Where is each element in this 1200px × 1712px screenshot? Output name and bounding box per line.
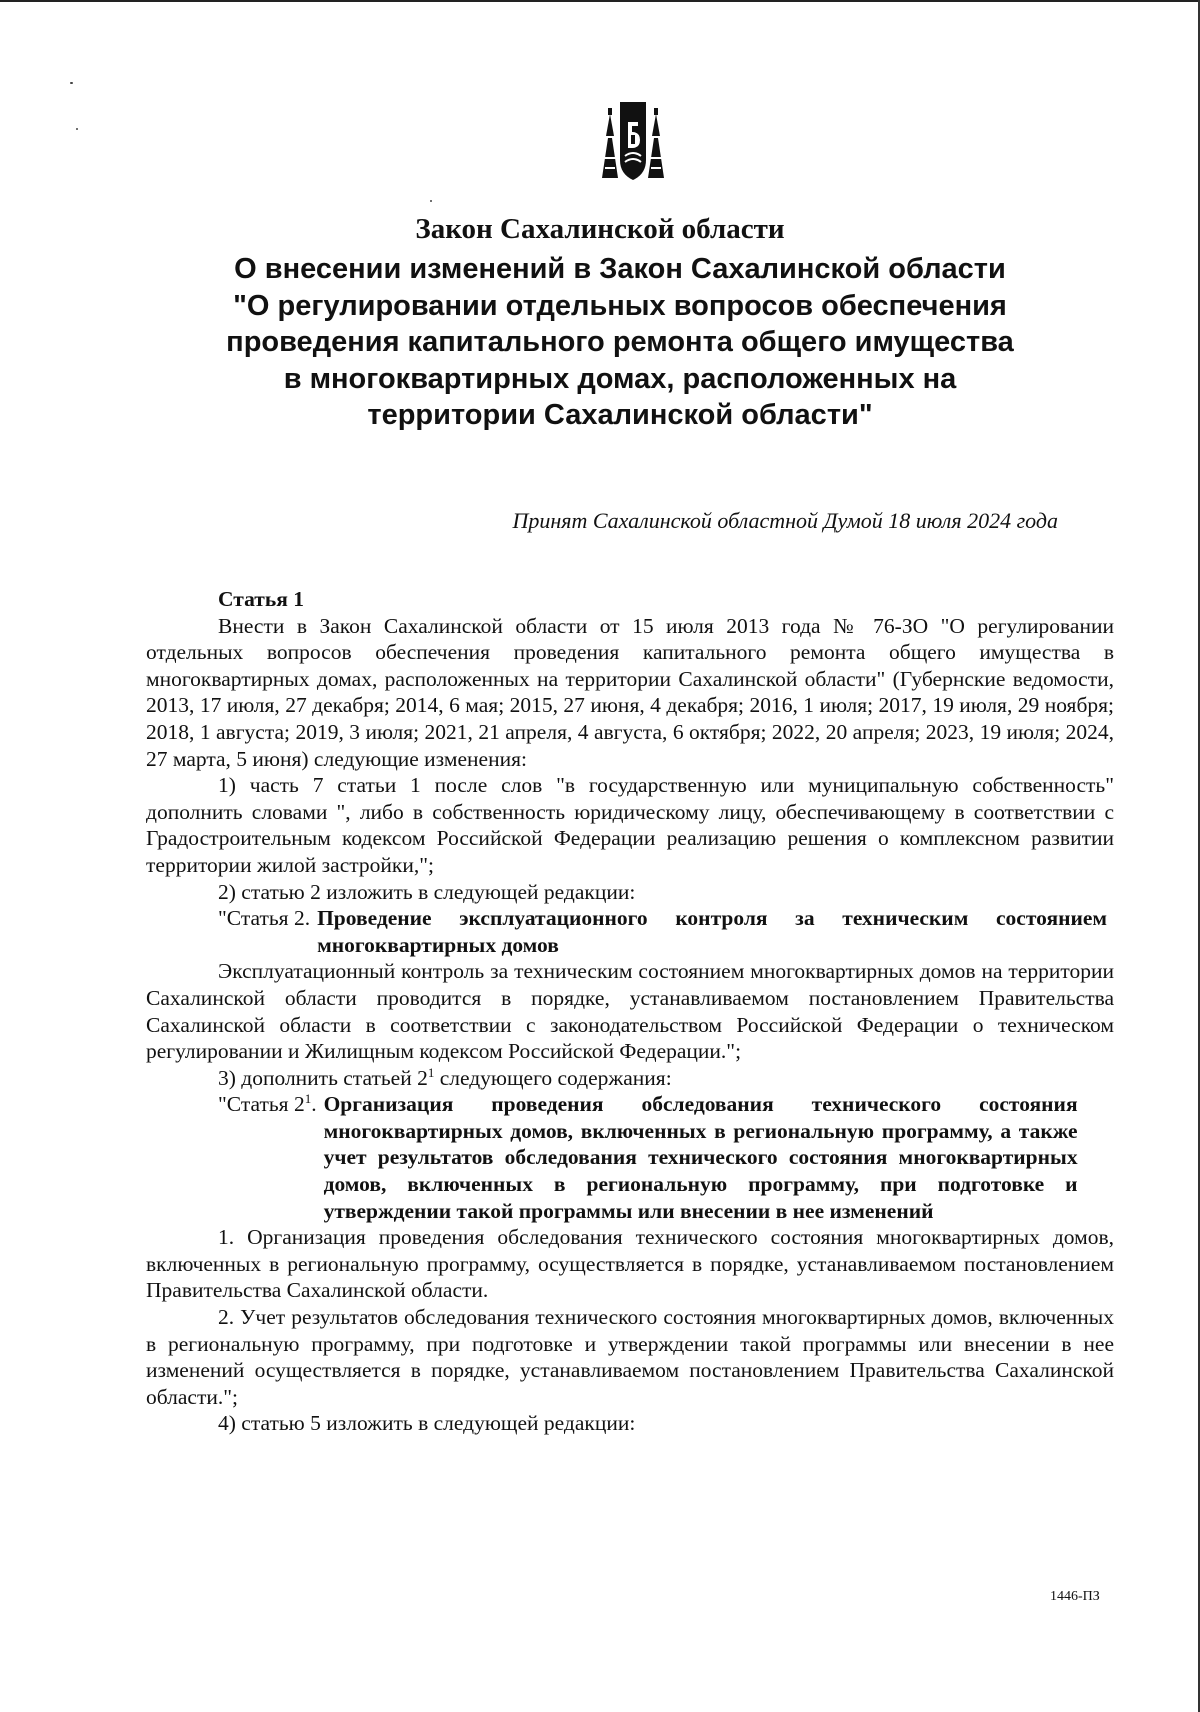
article-2-1-heading xyxy=(146,1091,1114,1224)
coat-of-arms-icon xyxy=(598,100,668,182)
article-label: "Статья 2. xyxy=(218,906,311,931)
item-text: 3) дополнить статьей 2 xyxy=(218,1065,428,1090)
law-body xyxy=(146,586,1114,1437)
list-item: 2) статью 2 изложить в следующей редакции: xyxy=(218,879,636,904)
adoption-note: Принят Сахалинской областной Думой 18 июля 2024 года xyxy=(512,508,1058,533)
law-main-title: О внесении изменений в Закон Сахалинской области "О регулировании отдельных вопросов обеспечения проведения капитального ремонта общего имущества в многоквартирных домах, расположенных на территории Сахалинской области" xyxy=(226,253,1014,431)
paragraph: Эксплуатационный контроль за техническим состоянием многоквартирных домов на территории Сахалинской области проводится в порядке, устанавливаемом постановлением Правительства Сахалинской области в соответствии с законодательством Российской Федерации о техническом регулировании и Жилищным кодексом Российской Федерации."; xyxy=(146,959,1114,1064)
article-title: Проведение эксплуатационного контроля за техническим состоянием многоквартирных домов xyxy=(317,906,1108,957)
item-text: следующего содержания: xyxy=(434,1065,672,1090)
list-item: 4) статью 5 изложить в следующей редакции: xyxy=(218,1411,636,1436)
article-title: Организация проведения обследования технического состояния многоквартирных домов, включенных в региональную программу, а также учет результатов обследования технического состояния многоквартирных домов, включенных в региональную программу, при подготовке и утверждении такой программы или внесении в нее изменений xyxy=(323,1092,1078,1223)
scan-edge-top xyxy=(0,0,1200,2)
document-code: 1446-ПЗ xyxy=(1050,1589,1100,1604)
scan-speck xyxy=(70,82,73,84)
article-label xyxy=(218,1091,324,1224)
scan-speck xyxy=(76,128,78,130)
label-text: . xyxy=(311,1092,317,1117)
label-text: "Статья 2 xyxy=(218,1092,305,1117)
paragraph: 1. Организация проведения обследования технического состояния многоквартирных домов, включенных в региональную программу, осуществляется в порядке, устанавливаемом постановлением Правительства Сахалинской области. xyxy=(146,1225,1114,1303)
article-2-heading xyxy=(146,905,1114,958)
paragraph: 2. Учет результатов обследования технического состояния многоквартирных домов, включенных в региональную программу, при подготовке и утверждении такой программы или внесении в нее изменений осуществляется в порядке, устанавливаемом постановлением Правительства Сахалинской области."; xyxy=(146,1305,1114,1409)
paragraph: Внести в Закон Сахалинской области от 15 июля 2013 года № 76-ЗО "О регулировании отдельных вопросов обеспечения проведения капитального ремонта общего имущества в многоквартирных домах, расположенных на территории Сахалинской области" (Губернские ведомости, 2013, 17 июля, 27 декабря; 2014, 6 мая; 2015, 27 июня, 4 декабря; 2016, 1 июля; 2017, 19 июля, 29 ноября; 2018, 1 августа; 2019, 3 июля; 2021, 21 апреля, 4 августа, 6 октября; 2022, 20 апреля; 2023, 19 июля; 2024, 27 марта, 5 июня) следующие изменения: xyxy=(146,613,1114,771)
law-title-line: Закон Сахалинской области xyxy=(415,213,785,245)
list-item xyxy=(146,1065,1114,1092)
scan-speck xyxy=(430,200,432,202)
list-item: 1) часть 7 статьи 1 после слов "в государственную или муниципальную собственность" дополнить словами ", либо в собственность юридическому лицу, обеспечивающему в соответствии с Градостроительным кодексом Российской Федерации реализацию решения о комплексном развитии территории жилой застройки,"; xyxy=(146,773,1114,877)
article-heading: Статья 1 xyxy=(218,587,304,611)
superscript: 1 xyxy=(304,1091,312,1107)
superscript: 1 xyxy=(427,1064,435,1080)
